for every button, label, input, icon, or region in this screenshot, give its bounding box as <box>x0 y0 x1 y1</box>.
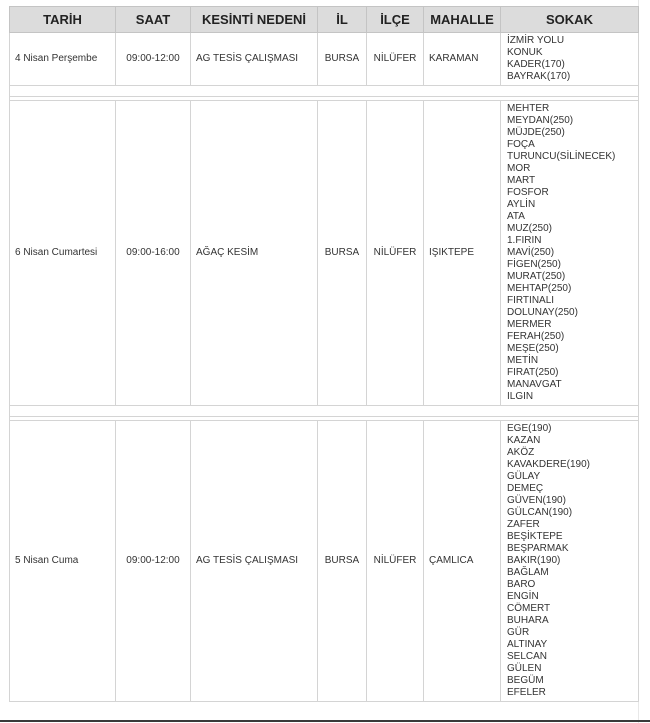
street-name: MEYDAN(250) <box>507 115 574 126</box>
street-name: FIRTINALI <box>507 295 555 306</box>
cell-tarih: 5 Nisan Cuma <box>10 421 116 702</box>
cell-il: BURSA <box>318 33 367 86</box>
cell-ilce: NİLÜFER <box>367 421 424 702</box>
street-name: BAYRAK(170) <box>507 71 571 82</box>
separator-line <box>10 409 638 417</box>
header-saat: SAAT <box>116 7 191 33</box>
street-name: MART <box>507 175 536 186</box>
street-name: GÜLEN <box>507 663 542 674</box>
street-name: İZMİR YOLU <box>507 35 565 46</box>
street-name: EFELER <box>507 687 546 698</box>
street-name: FERAH(250) <box>507 331 565 342</box>
street-name: AKÖZ <box>507 447 535 458</box>
street-name: ATA <box>507 211 525 222</box>
table-row <box>10 101 639 406</box>
street-name: GÜLAY <box>507 471 541 482</box>
street-name: KADER(170) <box>507 59 565 70</box>
street-name: GÜR <box>507 627 530 638</box>
street-name: KAZAN <box>507 435 541 446</box>
street-name: BEGÜM <box>507 675 544 686</box>
street-name: BAĞLAM <box>507 567 549 578</box>
street-name: CÖMERT <box>507 603 551 614</box>
table-row <box>10 421 639 702</box>
table-row <box>10 33 639 86</box>
street-name: GÜVEN(190) <box>507 495 566 506</box>
bottom-border <box>0 720 650 722</box>
street-name: MEHTAP(250) <box>507 283 572 294</box>
header-kesinti-nedeni: KESİNTİ NEDENİ <box>191 7 318 33</box>
street-name: ZAFER <box>507 519 540 530</box>
street-name: MEŞE(250) <box>507 343 559 354</box>
street-name: KONUK <box>507 47 543 58</box>
cell-saat: 09:00-16:00 <box>116 101 191 406</box>
cell-sokak-list <box>501 421 639 702</box>
header-mahalle: MAHALLE <box>424 7 501 33</box>
cell-sokak-list <box>501 33 639 86</box>
street-name: FOSFOR <box>507 187 549 198</box>
table-separator-row <box>10 406 639 421</box>
street-name: BAKIR(190) <box>507 555 561 566</box>
cell-tarih: 4 Nisan Perşembe <box>10 33 116 86</box>
street-name: MURAT(250) <box>507 271 566 282</box>
street-name: MAVİ(250) <box>507 247 555 258</box>
street-name: MÜJDE(250) <box>507 127 565 138</box>
street-name: MANAVGAT <box>507 379 562 390</box>
street-name: ILGIN <box>507 391 534 402</box>
header-tarih: TARİH <box>10 7 116 33</box>
cell-ilce: NİLÜFER <box>367 101 424 406</box>
header-il: İL <box>318 7 367 33</box>
street-name: AYLİN <box>507 199 536 210</box>
street-name: FOÇA <box>507 139 535 150</box>
street-name: DOLUNAY(250) <box>507 307 578 318</box>
power-outage-table <box>9 6 639 702</box>
street-name: ENGİN <box>507 591 539 602</box>
separator-line <box>10 89 638 97</box>
cell-saat: 09:00-12:00 <box>116 33 191 86</box>
table-header-row <box>10 7 639 33</box>
street-name: EGE(190) <box>507 423 552 434</box>
street-name: MERMER <box>507 319 552 330</box>
street-name: METİN <box>507 355 539 366</box>
street-name: BARO <box>507 579 536 590</box>
header-ilce: İLÇE <box>367 7 424 33</box>
street-name: BUHARA <box>507 615 549 626</box>
street-name: MUZ(250) <box>507 223 553 234</box>
cell-mahalle: ÇAMLICA <box>424 421 501 702</box>
cell-il: BURSA <box>318 421 367 702</box>
street-name: DEMEÇ <box>507 483 544 494</box>
cell-mahalle: IŞIKTEPE <box>424 101 501 406</box>
cell-il: BURSA <box>318 101 367 406</box>
cell-kesinti-nedeni: AG TESİS ÇALIŞMASI <box>191 33 318 86</box>
cell-tarih: 6 Nisan Cumartesi <box>10 101 116 406</box>
street-name: GÜLCAN(190) <box>507 507 573 518</box>
street-name: 1.FIRIN <box>507 235 542 246</box>
street-name: SELCAN <box>507 651 548 662</box>
header-sokak: SOKAK <box>501 7 639 33</box>
street-name: MOR <box>507 163 531 174</box>
cell-mahalle: KARAMAN <box>424 33 501 86</box>
street-name: BEŞPARMAK <box>507 543 569 554</box>
street-name: BEŞİKTEPE <box>507 531 563 542</box>
street-name: KAVAKDERE(190) <box>507 459 590 470</box>
street-name: FİGEN(250) <box>507 259 561 270</box>
cell-kesinti-nedeni: AG TESİS ÇALIŞMASI <box>191 421 318 702</box>
street-name: ALTINAY <box>507 639 548 650</box>
cell-ilce: NİLÜFER <box>367 33 424 86</box>
street-name: TURUNCU(SİLİNECEK) <box>507 151 616 162</box>
street-name: MEHTER <box>507 103 550 114</box>
cell-kesinti-nedeni: AĞAÇ KESİM <box>191 101 318 406</box>
cell-sokak-list <box>501 101 639 406</box>
table-separator-row <box>10 86 639 101</box>
cell-saat: 09:00-12:00 <box>116 421 191 702</box>
street-name: FIRAT(250) <box>507 367 559 378</box>
